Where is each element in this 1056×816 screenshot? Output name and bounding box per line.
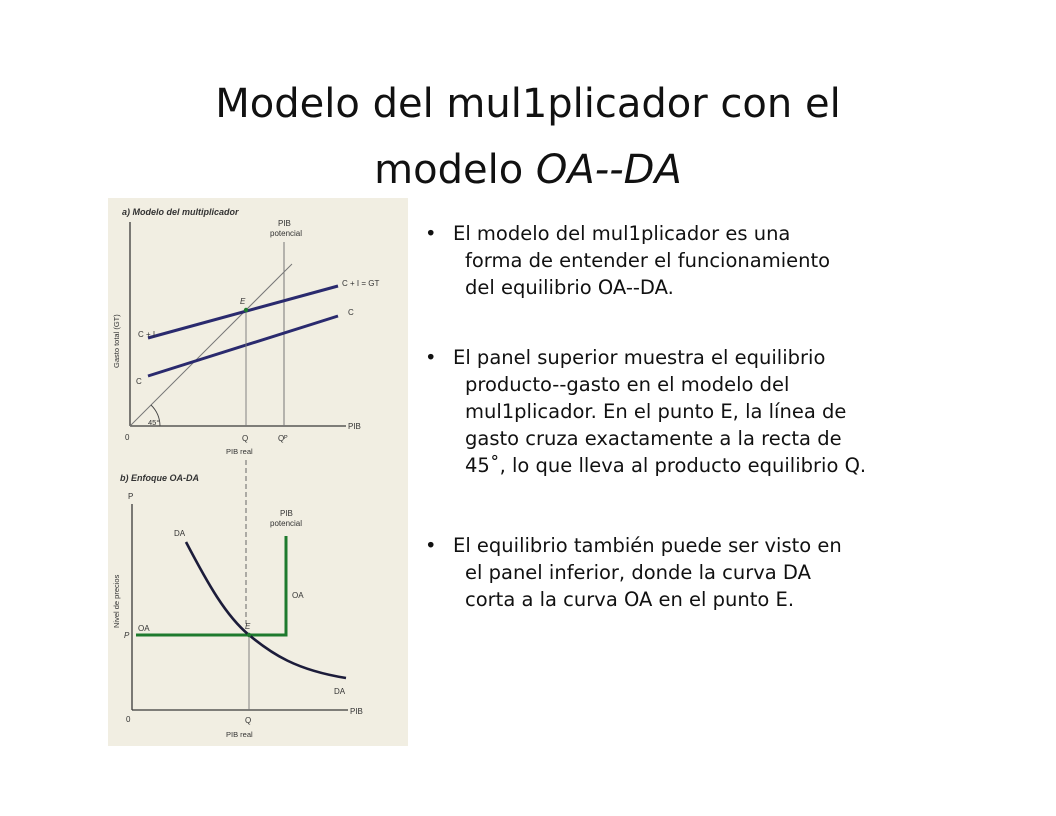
panel-b-point-e-label: E xyxy=(245,622,251,631)
title-italic-part: OA--DA xyxy=(535,147,682,193)
panel-a-potential-label-2: potencial xyxy=(270,229,303,238)
panel-a-c-label: C xyxy=(348,308,354,317)
panel-b-y-top: P xyxy=(128,492,134,501)
panel-b-oa-right-label: OA xyxy=(292,591,304,600)
panel-a-point-e xyxy=(244,308,248,312)
panel-a-x-label: PIB xyxy=(348,422,361,431)
panel-b-potential-label-1: PIB xyxy=(280,509,293,518)
panel-b-p-label: P xyxy=(124,631,130,640)
panel-b-oa-left-label: OA xyxy=(138,624,150,633)
bullet-line: forma de entender el funcionamiento xyxy=(465,249,831,272)
panel-b-x-caption: PIB real xyxy=(226,730,253,739)
panel-a-y-label: Gasto total (GT) xyxy=(112,314,121,368)
panel-b-y-label: Nivel de precios xyxy=(112,574,121,628)
panel-a-c-left-label: C xyxy=(136,377,142,386)
panel-a-45-label: 45° xyxy=(148,418,160,427)
bullet-line: El panel superior muestra el equilibrio xyxy=(453,346,826,369)
bullet-line: producto--gasto en el modelo del xyxy=(465,373,790,396)
panel-a-ci-gt-label: C + I = GT xyxy=(342,279,380,288)
bullet-line: 45˚, lo que lleva al producto equilibrio Q. xyxy=(465,454,867,477)
bullet-item-2 xyxy=(425,344,866,479)
panel-a-point-e-label: E xyxy=(240,297,246,306)
panel-a-origin: 0 xyxy=(125,433,130,442)
bullet-line: el panel inferior, donde la curva DA xyxy=(465,561,811,584)
title-plain-part: modelo xyxy=(374,147,536,193)
panel-b-point-e xyxy=(247,633,251,637)
bullet-marker: • xyxy=(425,222,437,245)
slide-title-line-1: Modelo del mul1plicador con el xyxy=(215,81,841,127)
panel-a-tick-qp: Qᴾ xyxy=(278,434,288,443)
panel-b-da-top-label: DA xyxy=(174,529,186,538)
multiplier-diagram xyxy=(108,198,408,746)
multiplier-figure xyxy=(108,198,408,746)
panel-b-title: b) Enfoque OA-DA xyxy=(120,473,199,483)
bullet-marker: • xyxy=(425,346,437,369)
bullet-line: El equilibrio también puede ser visto en xyxy=(453,534,842,557)
bullet-line: corta a la curva OA en el punto E. xyxy=(465,588,795,611)
slide-title-line-2 xyxy=(0,146,1056,194)
panel-a-potential-label-1: PIB xyxy=(278,219,291,228)
panel-b-da-bottom-label: DA xyxy=(334,687,346,696)
bullet-line: mul1plicador. En el punto E, la línea de xyxy=(465,400,847,423)
bullet-line: del equilibrio OA--DA. xyxy=(465,276,674,299)
bullet-item-3 xyxy=(425,532,842,613)
panel-b-tick-q: Q xyxy=(245,716,252,725)
panel-a-x-caption: PIB real xyxy=(226,447,253,456)
panel-a-tick-q: Q xyxy=(242,434,249,443)
bullet-marker: • xyxy=(425,534,437,557)
panel-a-ci-left-label: C + I xyxy=(138,330,156,339)
panel-a-title: a) Modelo del multiplicador xyxy=(122,207,239,217)
panel-b-origin: 0 xyxy=(126,715,131,724)
bullet-line: El modelo del mul1plicador es una xyxy=(453,222,791,245)
panel-b-potential-label-2: potencial xyxy=(270,519,303,528)
bullet-item-1 xyxy=(425,220,830,301)
bullet-line: gasto cruza exactamente a la recta de xyxy=(465,427,842,450)
panel-b-x-label: PIB xyxy=(350,707,363,716)
